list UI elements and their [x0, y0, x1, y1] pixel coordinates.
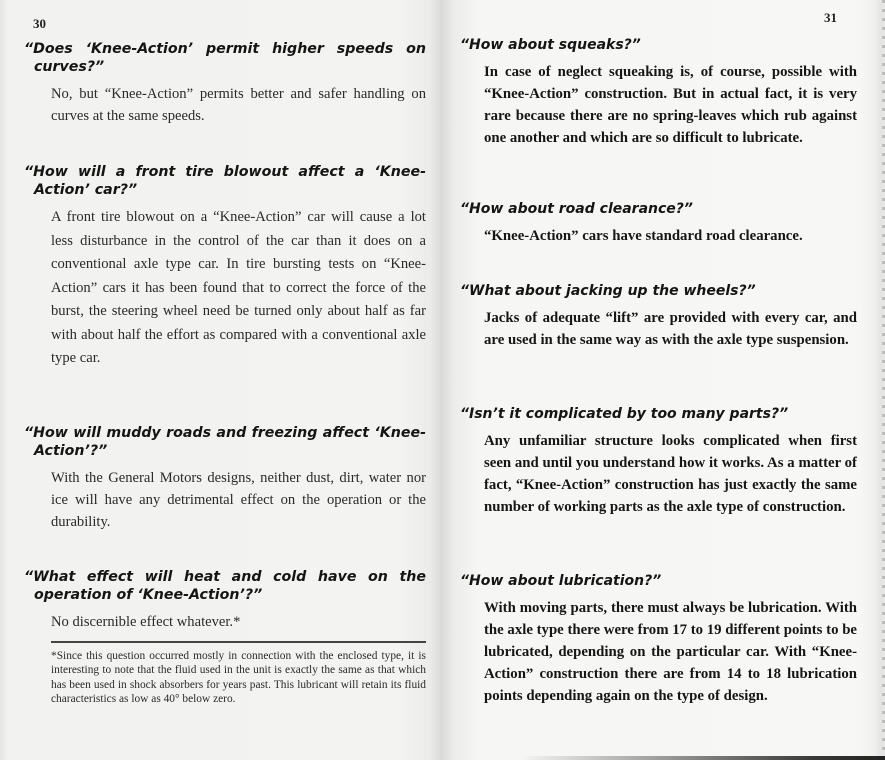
- answer-text: In case of neglect squeaking is, of course, possible with “Knee-Action” construction. But in actual fact, it is very rare because there are no spring-leaves which rub against one another and which are so difficult to lubricate.: [484, 64, 857, 146]
- question-heading: “What effect will heat and cold have on the operation of ‘Knee-Action’?”: [24, 569, 426, 603]
- question-heading: “How about road clearance?”: [460, 201, 693, 217]
- left-page: [0, 0, 440, 760]
- answer-text: Any unfamiliar structure looks complicated when first seen and until you understand how it works. As a matter of fact, “Knee-Action” construction has just exactly the same number of working parts as the axle type of construction.: [484, 433, 857, 515]
- qa-section: [24, 568, 426, 707]
- bottom-edge-shadow: [520, 756, 885, 760]
- answer-text: “Knee-Action” cars have standard road clearance.: [484, 228, 803, 244]
- qa-section: [460, 36, 857, 149]
- answer-text: No discernible effect whatever.*: [51, 614, 241, 630]
- question-heading: “What about jacking up the wheels?”: [460, 283, 756, 299]
- question-heading: “Does ‘Knee-Action’ permit higher speeds on curves?”: [24, 41, 426, 75]
- answer-text: No, but “Knee-Action” permits better and safer handling on curves at the same speeds.: [51, 86, 426, 124]
- question-heading: “How about squeaks?”: [460, 37, 641, 53]
- answer-text: A front tire blowout on a “Knee-Action” car will cause a lot less disturbance in the control of the car than it does on a conventional axle type car. In tire bursting tests on “Knee-Action” cars it has been found that to correct the force of the burst, the steering wheel need be turned only about half as far with about half the effort as compared with a conventional axle type car.: [51, 209, 426, 366]
- page-number: 31: [824, 10, 837, 25]
- answer-text: Jacks of adequate “lift” are provided with every car, and are used in the same way as with the axle type suspension.: [484, 310, 857, 348]
- qa-section: [24, 424, 426, 533]
- question-heading: “How will a front tire blowout affect a ‘Knee-Action’ car?”: [24, 164, 426, 198]
- qa-section: [24, 163, 426, 371]
- qa-section: [460, 405, 857, 518]
- question-heading: “Isn’t it complicated by too many parts?”: [460, 406, 789, 422]
- footnote-divider: [51, 641, 426, 643]
- qa-section: [460, 200, 857, 247]
- page-number: 30: [33, 16, 46, 31]
- right-page: [440, 0, 885, 760]
- question-heading: “How about lubrication?”: [460, 573, 662, 589]
- qa-section: [460, 572, 857, 707]
- qa-section: [460, 282, 857, 351]
- answer-text: With the General Motors designs, neither dust, dirt, water nor ice will have any detrimental effect on the operation or the durability.: [51, 470, 426, 530]
- footnote-text: *Since this question occurred mostly in connection with the enclosed type, it is interesting to note that the fluid used in the unit is exactly the same as that which has been used in shock absorbers for years past. This lubricant will retain its fluid characteristics as low as 40° below zero.: [51, 649, 426, 705]
- question-heading: “How will muddy roads and freezing affect ‘Knee-Action’?”: [24, 425, 426, 459]
- qa-section: [24, 40, 426, 127]
- answer-text: With moving parts, there must always be lubrication. With the axle type there were from 17 to 19 different points to be lubricated, depending on the particular car. With “Knee-Action” construction there are from 14 to 18 lubrication points depending again on the type of design.: [484, 600, 857, 704]
